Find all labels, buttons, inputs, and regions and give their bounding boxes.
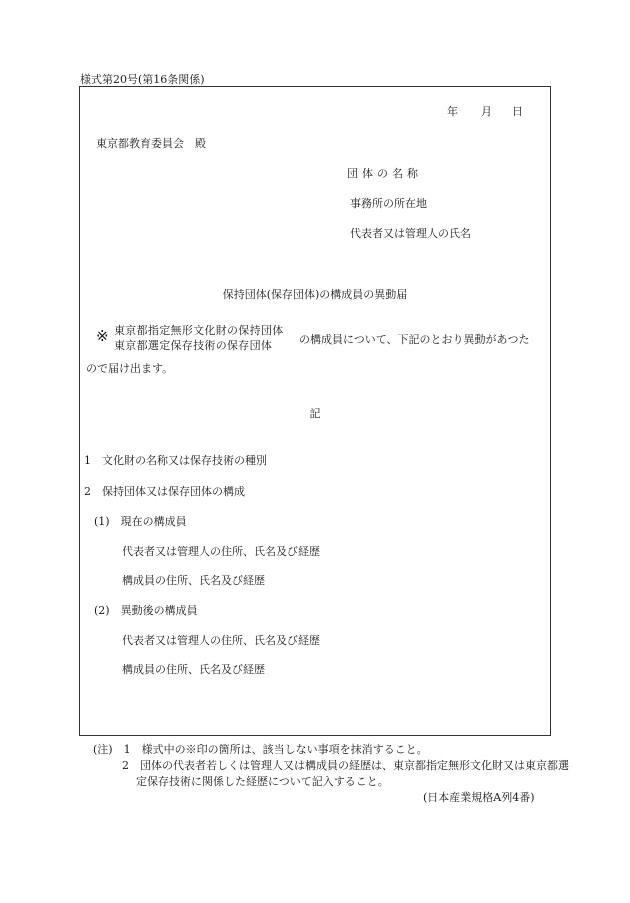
date-month-label: 月 [481, 105, 492, 118]
subitem-new-member-details: 構成員の住所、氏名及び経歴 [122, 663, 265, 676]
note-2-continuation: 定保存技術に関係した経歴について記入すること。 [136, 775, 389, 788]
date-year-label: 年 [447, 105, 458, 118]
ki-heading: 記 [309, 407, 321, 420]
addressee: 東京都教育委員会 殿 [96, 137, 206, 150]
item-1: 1 文化財の名称又は保存技術の種別 [84, 454, 267, 467]
representative-name-label: 代表者又は管理人の氏名 [350, 227, 471, 240]
document-title: 保持団体(保存団体)の構成員の異動届 [222, 288, 408, 301]
subitem-new-members: (2) 異動後の構成員 [94, 604, 198, 617]
note-2: 2 団体の代表者若しくは管理人又は構成員の経歴は、東京都指定無形文化財又は東京都選 [122, 759, 569, 772]
date-day-label: 日 [512, 105, 523, 118]
form-number-label: 様式第20号(第16条関係) [80, 73, 205, 86]
subitem-new-representative: 代表者又は管理人の住所、氏名及び経歴 [122, 634, 320, 647]
subitem-current-members: (1) 現在の構成員 [94, 515, 187, 528]
body-text-continuation: ので届け出ます。 [86, 362, 174, 375]
body-option-selected: 東京都選定保存技術の保存団体 [114, 339, 273, 352]
body-text: の構成員について、下記のとおり異動があつた [299, 333, 530, 346]
asterisk-mark: ※ [96, 327, 109, 345]
subitem-current-member-details: 構成員の住所、氏名及び経歴 [122, 574, 265, 587]
item-2: 2 保持団体又は保存団体の構成 [84, 485, 245, 498]
subitem-current-representative: 代表者又は管理人の住所、氏名及び経歴 [122, 545, 320, 558]
body-option-designated: 東京都指定無形文化財の保持団体 [114, 324, 284, 337]
paper-standard: (日本産業規格A列4番) [423, 791, 535, 804]
note-1: (注) 1 様式中の※印の箇所は、該当しない事項を抹消すること。 [93, 743, 428, 756]
office-address-label: 事務所の所在地 [350, 197, 427, 210]
group-name-label: 団体の名称 [347, 167, 422, 180]
